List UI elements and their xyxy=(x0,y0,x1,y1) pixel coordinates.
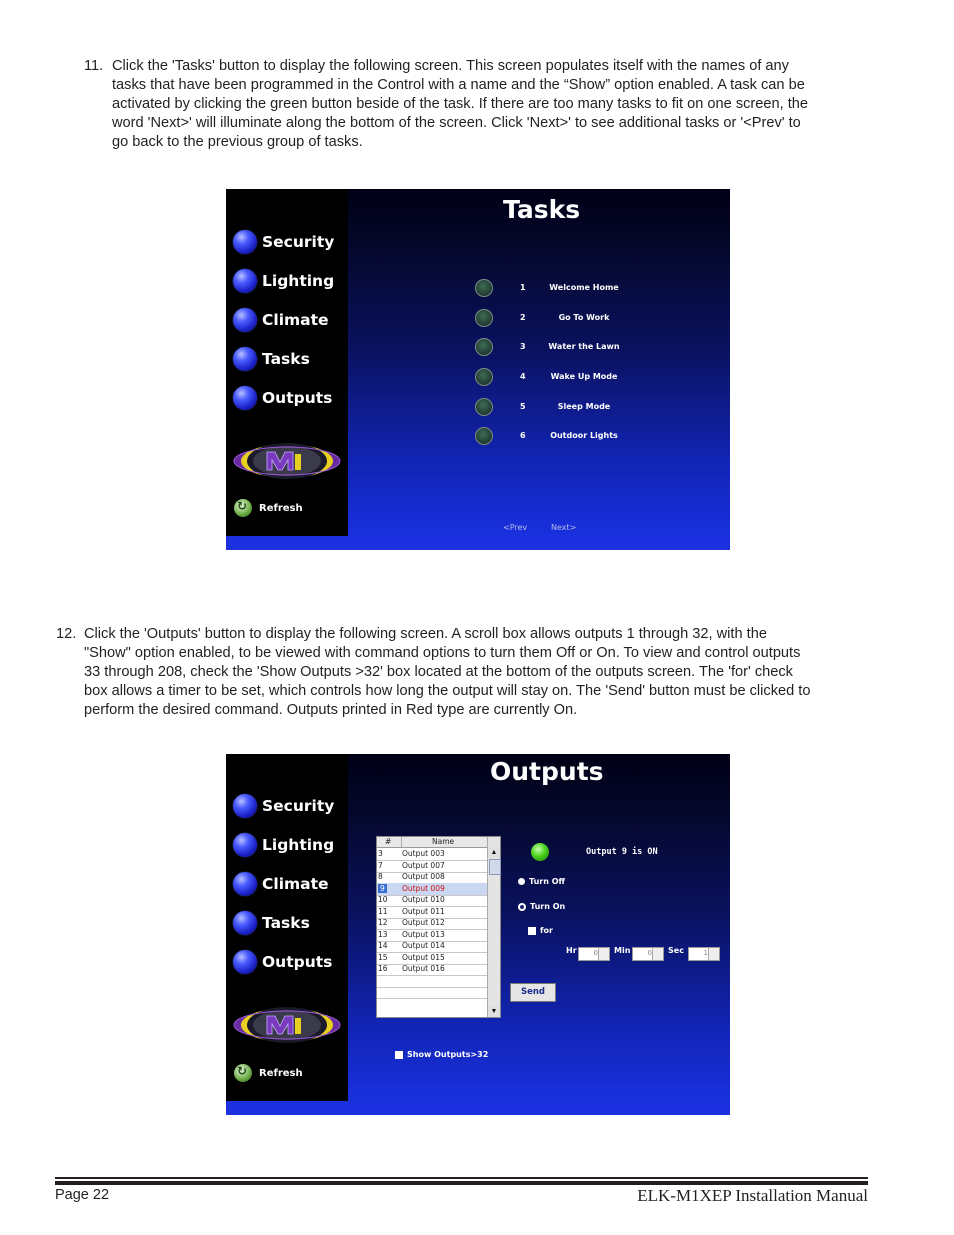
spinner-arrows-icon[interactable] xyxy=(652,948,663,960)
scroll-thumb[interactable] xyxy=(489,859,501,875)
hr-label: Hr xyxy=(566,946,577,955)
for-label: for xyxy=(540,926,553,935)
task-number: 3 xyxy=(520,342,526,351)
nav-tasks-label: Tasks xyxy=(262,914,310,932)
nav-outputs-button[interactable] xyxy=(233,385,332,411)
nav-climate-button[interactable] xyxy=(233,871,329,897)
scroll-down-icon[interactable]: ▼ xyxy=(488,1006,500,1017)
m1-logo-icon xyxy=(233,1004,341,1046)
for-checkbox[interactable] xyxy=(528,926,553,935)
row-number: 7 xyxy=(378,861,383,870)
hr-spinner[interactable] xyxy=(578,947,610,961)
nav-climate-button[interactable] xyxy=(233,307,329,333)
row-number: 15 xyxy=(378,953,388,962)
task-row xyxy=(474,279,674,299)
hr-value: 0 xyxy=(593,949,598,957)
row-number: 8 xyxy=(378,872,383,881)
step-11-paragraph xyxy=(84,57,874,153)
task-number: 6 xyxy=(520,431,526,440)
nav-tasks-button[interactable] xyxy=(233,346,310,372)
nav-climate-label: Climate xyxy=(262,311,329,329)
orb-icon xyxy=(233,911,257,935)
turn-off-label: Turn Off xyxy=(529,877,565,886)
row-name: Output 010 xyxy=(402,895,445,904)
task-name: Outdoor Lights xyxy=(550,431,618,440)
spinner-arrows-icon[interactable] xyxy=(708,948,719,960)
step-12-paragraph xyxy=(56,625,876,721)
nav-lighting-label: Lighting xyxy=(262,836,335,854)
tasks-title: Tasks xyxy=(503,195,581,224)
row-name: Output 003 xyxy=(402,849,445,858)
step-12-line: Click the 'Outputs' button to display the following screen. A scroll box allows outputs 1 through 32, with the xyxy=(84,626,767,642)
list-row[interactable] xyxy=(377,963,487,976)
bottom-strip xyxy=(226,536,730,550)
orb-icon xyxy=(233,347,257,371)
output-status-indicator xyxy=(531,843,549,861)
task-activate-button[interactable] xyxy=(475,309,493,327)
task-number: 4 xyxy=(520,372,526,381)
task-activate-button[interactable] xyxy=(475,338,493,356)
nav-tasks-label: Tasks xyxy=(262,350,310,368)
nav-lighting-button[interactable] xyxy=(233,268,334,294)
show-outputs-label: Show Outputs>32 xyxy=(407,1050,489,1059)
row-name: Output 007 xyxy=(402,861,445,870)
step-12-text xyxy=(84,625,810,720)
step-11-number: 11. xyxy=(84,58,104,74)
sec-value: 1 xyxy=(703,949,708,957)
turn-on-radio[interactable] xyxy=(518,902,565,911)
list-header xyxy=(377,837,487,848)
list-row[interactable] xyxy=(377,940,487,953)
task-name: Welcome Home xyxy=(549,283,619,292)
refresh-icon xyxy=(234,1064,252,1082)
task-activate-button[interactable] xyxy=(475,427,493,445)
step-12-line: "Show" option enabled, to be viewed with command options to turn them Off or On. To view and control outputs xyxy=(84,644,801,661)
row-name: Output 008 xyxy=(402,872,445,881)
nav-security-button[interactable] xyxy=(233,793,334,819)
refresh-label: Refresh xyxy=(259,502,303,514)
step-11-line: word 'Next>' will illuminate along the bottom of the screen. Click 'Next>' to see additional tasks or '<Prev' to xyxy=(112,114,801,131)
list-scrollbar[interactable] xyxy=(487,837,500,1017)
orb-icon xyxy=(233,308,257,332)
outputs-title: Outputs xyxy=(490,757,604,786)
task-row xyxy=(474,338,674,358)
spinner-arrows-icon[interactable] xyxy=(598,948,609,960)
task-name: Water the Lawn xyxy=(548,342,620,351)
row-name: Output 009 xyxy=(402,884,445,893)
nav-outputs-button[interactable] xyxy=(233,949,332,975)
step-12-line: perform the desired command. Outputs printed in Red type are currently On. xyxy=(84,701,578,718)
nav-security-label: Security xyxy=(262,233,335,251)
row-number: 3 xyxy=(378,849,383,858)
task-name: Sleep Mode xyxy=(557,402,611,411)
row-name: Output 015 xyxy=(402,953,445,962)
step-11-line: tasks that have been programmed in the Control with a name and the “Show” option enabled. A task can be xyxy=(112,76,805,93)
list-row-empty xyxy=(377,986,487,999)
list-row[interactable] xyxy=(377,917,487,930)
sec-spinner[interactable] xyxy=(688,947,720,961)
step-11-line: go back to the previous group of tasks. xyxy=(112,133,363,150)
outputs-screenshot xyxy=(226,754,730,1115)
orb-icon xyxy=(233,833,257,857)
prev-link[interactable]: <Prev xyxy=(503,523,528,532)
turn-off-radio[interactable] xyxy=(518,877,565,886)
orb-icon xyxy=(233,386,257,410)
row-name: Output 016 xyxy=(402,964,445,973)
row-number: 9 xyxy=(380,884,385,893)
orb-icon xyxy=(233,230,257,254)
task-name: Go To Work xyxy=(558,313,610,322)
nav-lighting-button[interactable] xyxy=(233,832,334,858)
step-11-line: activated by clicking the green button beside of the task. If there are too many tasks to fit on one screen, the xyxy=(112,95,809,112)
task-number: 5 xyxy=(520,402,526,411)
task-row xyxy=(474,427,674,447)
refresh-button[interactable] xyxy=(234,499,303,517)
header-number: # xyxy=(385,837,392,846)
manual-title: ELK-M1XEP Installation Manual xyxy=(637,1186,868,1205)
nav-lighting-label: Lighting xyxy=(262,272,335,290)
row-name: Output 014 xyxy=(402,941,445,950)
bottom-strip xyxy=(226,1101,730,1115)
orb-icon xyxy=(233,794,257,818)
row-number: 13 xyxy=(378,930,388,939)
list-row[interactable] xyxy=(377,871,487,884)
refresh-icon xyxy=(234,499,252,517)
orb-icon xyxy=(233,950,257,974)
orb-icon xyxy=(233,872,257,896)
next-link[interactable]: Next> xyxy=(551,523,577,532)
step-11-text xyxy=(112,57,808,152)
min-spinner[interactable] xyxy=(632,947,664,961)
header-name: Name xyxy=(432,837,455,846)
turn-on-label: Turn On xyxy=(530,902,566,911)
task-row xyxy=(474,398,674,418)
page-number: Page 22 xyxy=(55,1187,110,1203)
step-12-line: box allows a timer to be set, which controls how long the output will stay on. The 'Send' button must be clicked to xyxy=(84,682,811,699)
task-row xyxy=(474,368,674,388)
row-number: 11 xyxy=(378,907,388,916)
checkbox-icon xyxy=(528,927,536,935)
outputs-list[interactable] xyxy=(376,836,501,1018)
nav-climate-label: Climate xyxy=(262,875,329,893)
tasks-screenshot xyxy=(226,189,730,550)
m1-logo-icon xyxy=(233,440,341,482)
nav-security-label: Security xyxy=(262,797,335,815)
task-activate-button[interactable] xyxy=(475,398,493,416)
row-name: Output 011 xyxy=(402,907,445,916)
output-status-text: Output 9 is ON xyxy=(586,847,658,857)
task-activate-button[interactable] xyxy=(475,368,493,386)
step-12-number: 12. xyxy=(56,626,77,642)
refresh-label: Refresh xyxy=(259,1067,303,1079)
row-name: Output 012 xyxy=(402,918,445,927)
task-row xyxy=(474,309,674,329)
footer-rule xyxy=(55,1177,868,1179)
orb-icon xyxy=(233,269,257,293)
step-11-line: Click the 'Tasks' button to display the following screen. This screen populates itself with the names of any xyxy=(112,58,789,74)
radio-unselected-icon xyxy=(518,903,526,911)
nav-outputs-label: Outputs xyxy=(262,953,333,971)
scroll-up-icon[interactable]: ▲ xyxy=(488,847,500,858)
footer-rule-thick xyxy=(55,1181,868,1185)
task-activate-button[interactable] xyxy=(475,279,493,297)
nav-outputs-label: Outputs xyxy=(262,389,333,407)
show-outputs-checkbox[interactable] xyxy=(395,1050,488,1059)
row-number: 10 xyxy=(378,895,388,904)
nav-tasks-button[interactable] xyxy=(233,910,310,936)
list-row[interactable] xyxy=(377,848,487,861)
sec-label: Sec xyxy=(668,946,684,955)
sidebar xyxy=(226,189,348,536)
radio-selected-icon xyxy=(518,878,525,885)
checkbox-icon xyxy=(395,1051,403,1059)
task-number: 2 xyxy=(520,313,526,322)
row-number: 16 xyxy=(378,964,388,973)
task-name: Wake Up Mode xyxy=(550,372,618,381)
row-number: 12 xyxy=(378,918,388,927)
row-number: 14 xyxy=(378,941,388,950)
header-divider xyxy=(401,837,402,847)
step-12-line: 33 through 208, check the 'Show Outputs >32' box located at the bottom of the outputs screen. The 'for' check xyxy=(84,663,793,680)
sidebar xyxy=(226,754,348,1101)
send-button[interactable]: Send xyxy=(510,983,556,1002)
min-value: 0 xyxy=(647,949,652,957)
min-label: Min xyxy=(614,946,631,955)
nav-security-button[interactable] xyxy=(233,229,334,255)
refresh-button[interactable] xyxy=(234,1064,303,1082)
row-name: Output 013 xyxy=(402,930,445,939)
list-row[interactable] xyxy=(377,894,487,907)
task-number: 1 xyxy=(520,283,526,292)
